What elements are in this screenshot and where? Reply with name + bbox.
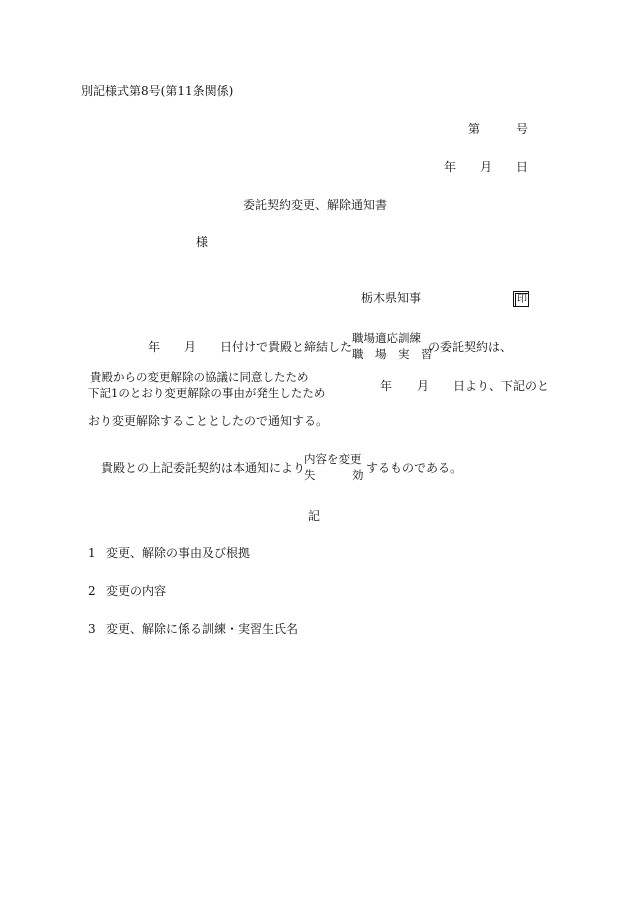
option-lapse-right: 効 bbox=[352, 468, 364, 482]
number-prefix: 第 bbox=[468, 122, 481, 136]
contract-year: 年 bbox=[148, 340, 161, 354]
reason-option-occurred: 下記1のとおり変更解除の事由が発生したため bbox=[88, 386, 326, 400]
item-number: 2 bbox=[88, 584, 96, 598]
document-title: 委託契約変更、解除通知書 bbox=[243, 198, 388, 212]
addressee-suffix: 様 bbox=[196, 235, 209, 249]
contract-date-text: 日付けで貴殿と締結した bbox=[220, 340, 353, 354]
ki-heading: 記 bbox=[308, 509, 321, 523]
item-number: 1 bbox=[88, 546, 96, 560]
item-text: 変更の内容 bbox=[106, 584, 167, 598]
item-text: 変更、解除の事由及び根拠 bbox=[106, 546, 251, 560]
contract-month: 月 bbox=[184, 340, 197, 354]
date-year: 年 bbox=[444, 160, 457, 174]
contract-tail: の委託契約は、 bbox=[428, 340, 513, 354]
option-practice: 職 場 実 習 bbox=[352, 347, 433, 361]
date-day: 日 bbox=[516, 160, 529, 174]
paragraph1-continuation: おり変更解除することとしたので通知する。 bbox=[88, 414, 329, 428]
item-text: 変更、解除に係る訓練・実習生氏名 bbox=[106, 622, 299, 636]
option-lapse-left: 失 bbox=[304, 468, 316, 482]
seal-mark: 印 bbox=[517, 294, 527, 305]
paragraph2-lead: 貴殿との上記委託契約は本通知により bbox=[101, 461, 306, 475]
option-training: 職場適応訓練 bbox=[352, 331, 421, 345]
effective-month: 月 bbox=[417, 379, 430, 393]
reason-option-consent: 貴殿からの変更解除の協議に同意したため bbox=[90, 370, 309, 384]
seal-stamp bbox=[513, 291, 529, 307]
number-suffix: 号 bbox=[516, 122, 529, 136]
option-change-content: 内容を変更 bbox=[304, 452, 362, 466]
issuer-name: 栃木県知事 bbox=[361, 291, 422, 305]
effective-from-text: 日より、下記のと bbox=[453, 379, 550, 393]
paragraph2-tail: するものである。 bbox=[366, 461, 463, 475]
item-number: 3 bbox=[88, 622, 96, 636]
date-month: 月 bbox=[480, 160, 493, 174]
effective-year: 年 bbox=[380, 379, 393, 393]
form-label: 別記様式第8号(第11条関係) bbox=[81, 84, 234, 98]
